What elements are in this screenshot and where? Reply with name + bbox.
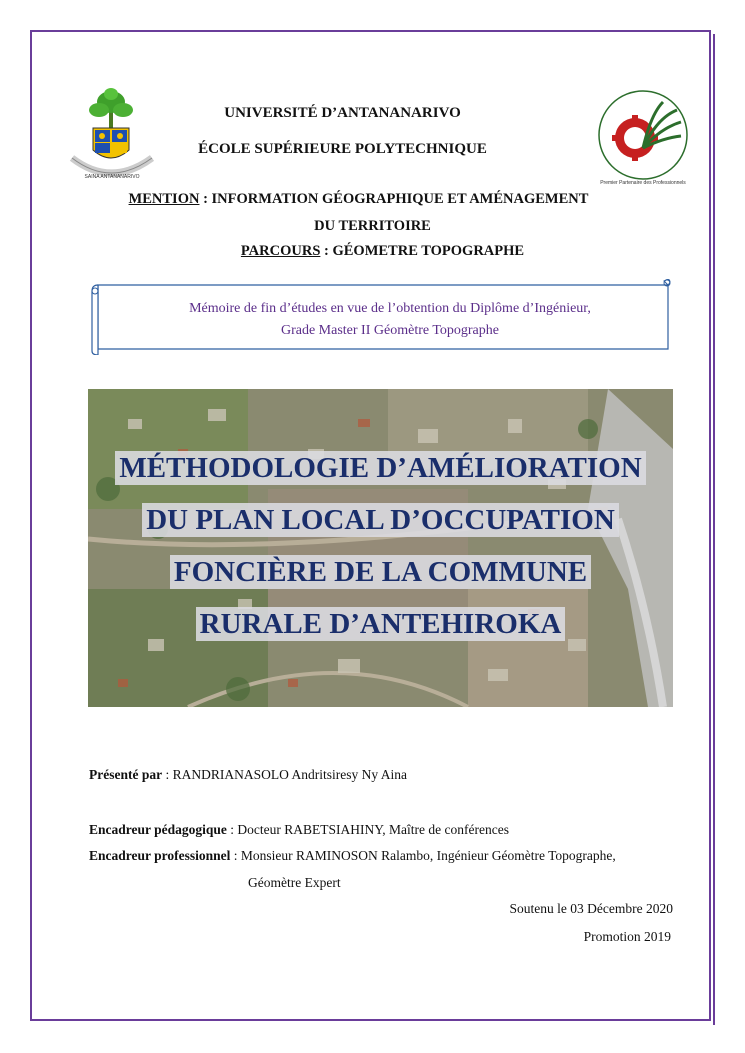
promotion: Promotion 2019 — [583, 929, 671, 944]
memoire-text — [90, 298, 690, 342]
encadreur-ped-label: Encadreur pédagogique — [89, 822, 227, 837]
title-line-3: FONCIÈRE DE LA COMMUNE — [170, 555, 591, 589]
encadreur-pedagogique — [89, 822, 509, 838]
espa-caption: Premier Partenaire des Professionnels — [600, 180, 686, 186]
encadreur-pro-value-2: Géomètre Expert — [248, 875, 341, 890]
encadreur-pro-value: : Monsieur RAMINOSON Ralambo, Ingénieur Géomètre Topographe, — [230, 848, 616, 863]
mention-value: : INFORMATION GÉOGRAPHIQUE ET AMÉNAGEMENT — [199, 191, 589, 207]
espa-logo — [597, 88, 689, 188]
memoire-line-1: Mémoire de fin d’études en vue de l’obtention du Diplôme d’Ingénieur, — [189, 301, 591, 316]
presente-label: Présenté par — [89, 767, 163, 782]
thesis-title — [88, 442, 673, 650]
encadreur-pro-label: Encadreur professionnel — [89, 848, 231, 863]
parcours-label: PARCOURS — [240, 243, 321, 259]
mention-line-2: DU TERRITOIRE — [314, 218, 431, 234]
mention-label: MENTION — [128, 191, 200, 207]
presente-par — [89, 767, 407, 783]
university-name: UNIVERSITÉ D’ANTANANARIVO — [224, 105, 461, 121]
soutenu-date: Soutenu le 03 Décembre 2020 — [509, 901, 673, 916]
title-line-4: RURALE D’ANTEHIROKA — [196, 607, 566, 641]
presente-value: : RANDRIANASOLO Andritsiresy Ny Aina — [162, 767, 407, 782]
title-line-1: MÉTHODOLOGIE D’AMÉLIORATION — [115, 451, 645, 485]
school-name: ÉCOLE SUPÉRIEURE POLYTECHNIQUE — [198, 141, 487, 157]
university-crest-logo — [66, 88, 158, 188]
encadreur-professionnel — [89, 848, 616, 864]
parcours-value: : GÉOMETRE TOPOGRAPHE — [320, 243, 525, 259]
encadreur-ped-value: : Docteur RABETSIAHINY, Maître de conférences — [226, 822, 509, 837]
mention-line — [0, 191, 731, 208]
crest-motto: SAINA ANTANANARIVO — [84, 174, 140, 180]
title-line-2: DU PLAN LOCAL D’OCCUPATION — [142, 503, 619, 537]
memoire-line-2: Grade Master II Géomètre Topographe — [280, 323, 499, 338]
parcours-line — [10, 243, 745, 260]
